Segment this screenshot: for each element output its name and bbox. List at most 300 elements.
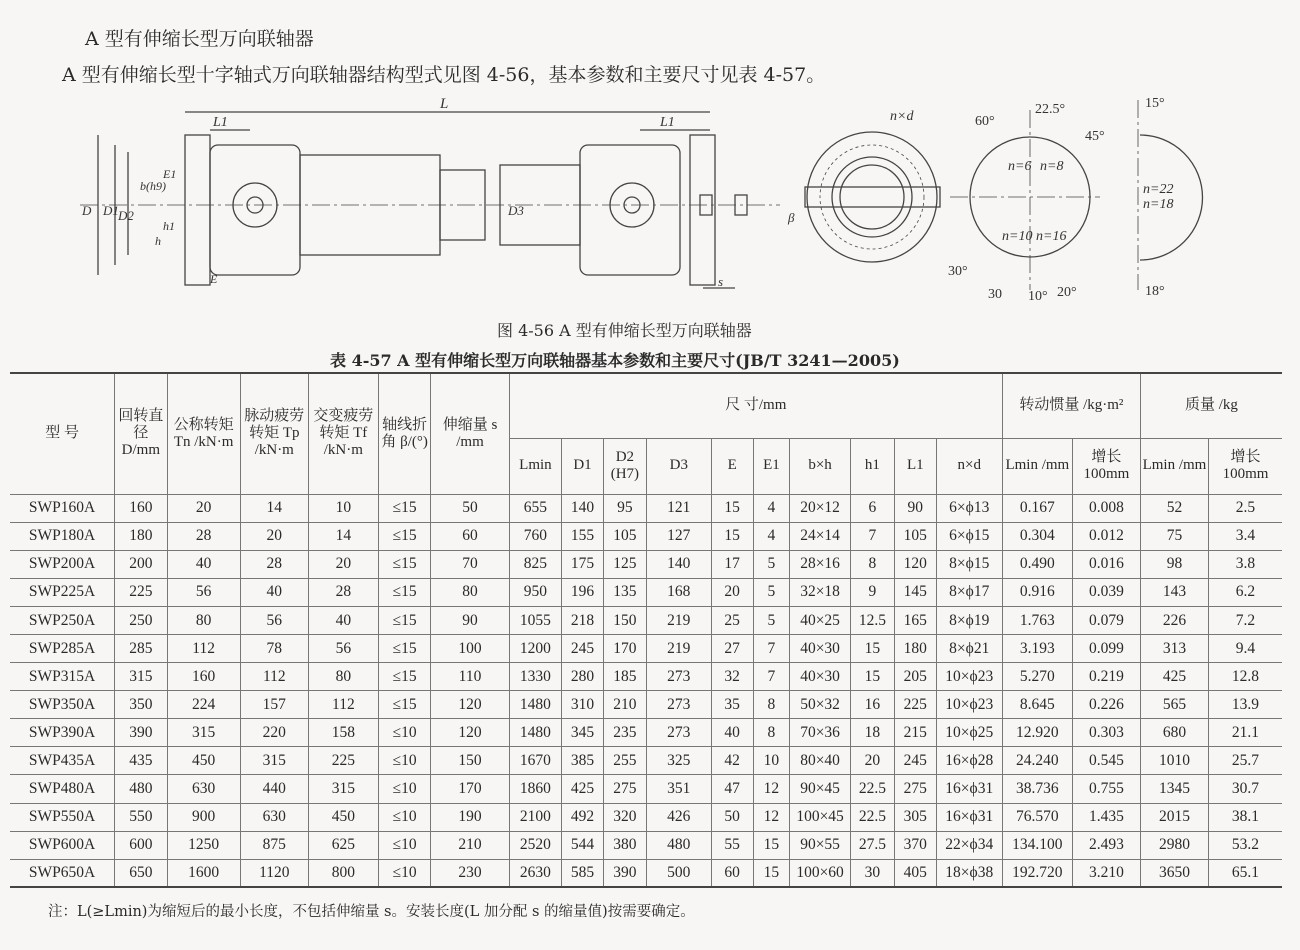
value-cell: 12.920 [1002, 719, 1072, 747]
value-cell: 760 [509, 522, 561, 550]
value-cell: 28 [167, 522, 240, 550]
value-cell: 20×12 [790, 494, 851, 522]
label-30: 30 [988, 287, 1002, 302]
value-cell: 224 [167, 691, 240, 719]
value-cell: 125 [603, 550, 646, 578]
value-cell: 390 [115, 719, 167, 747]
value-cell: 544 [562, 831, 604, 859]
value-cell: 14 [308, 522, 378, 550]
value-cell: 0.039 [1072, 578, 1140, 606]
model-cell: SWP480A [10, 775, 115, 803]
value-cell: 40 [308, 606, 378, 634]
value-cell: 8×ϕ15 [936, 550, 1002, 578]
label-beta: β [788, 210, 795, 225]
value-cell: 38.736 [1002, 775, 1072, 803]
value-cell: 273 [646, 663, 711, 691]
table-note: 注：L(≥Lmin)为缩短后的最小长度，不包括伸缩量 s。安装长度(L 加分配 s 的缩量值)按需要确定。 [48, 904, 695, 920]
value-cell: 1120 [240, 859, 308, 887]
value-cell: 95 [603, 494, 646, 522]
value-cell: 273 [646, 691, 711, 719]
value-cell: 275 [894, 775, 936, 803]
label-D2: D2 [118, 208, 134, 223]
model-cell: SWP225A [10, 578, 115, 606]
value-cell: 9 [850, 578, 894, 606]
value-cell: 160 [115, 494, 167, 522]
value-cell: 196 [562, 578, 604, 606]
value-cell: 345 [562, 719, 604, 747]
value-cell: 2980 [1140, 831, 1208, 859]
value-cell: 56 [308, 634, 378, 662]
value-cell: 80 [167, 606, 240, 634]
value-cell: 480 [115, 775, 167, 803]
value-cell: 205 [894, 663, 936, 691]
value-cell: 145 [894, 578, 936, 606]
value-cell: ≤15 [378, 578, 430, 606]
label-L1-left: L1 [213, 115, 228, 130]
value-cell: ≤15 [378, 550, 430, 578]
header-s: 伸缩量 s /mm [431, 373, 510, 494]
value-cell: 1.763 [1002, 606, 1072, 634]
value-cell: 10×ϕ23 [936, 691, 1002, 719]
value-cell: 435 [115, 747, 167, 775]
value-cell: 20 [850, 747, 894, 775]
value-cell: 12.8 [1208, 663, 1282, 691]
table-row [10, 691, 1282, 719]
label-L: L [440, 96, 449, 112]
value-cell: 30 [850, 859, 894, 887]
value-cell: 76.570 [1002, 803, 1072, 831]
value-cell: 0.916 [1002, 578, 1072, 606]
value-cell: 450 [167, 747, 240, 775]
value-cell: 500 [646, 859, 711, 887]
value-cell: ≤15 [378, 606, 430, 634]
value-cell: 5.270 [1002, 663, 1072, 691]
value-cell: 215 [894, 719, 936, 747]
value-cell: 10 [308, 494, 378, 522]
value-cell: 98 [1140, 550, 1208, 578]
header-model: 型 号 [10, 373, 115, 494]
label-h: h [155, 234, 161, 248]
value-cell: 90 [431, 606, 510, 634]
model-cell: SWP650A [10, 859, 115, 887]
value-cell: 50 [431, 494, 510, 522]
value-cell: 1345 [1140, 775, 1208, 803]
value-cell: 1860 [509, 775, 561, 803]
table-row [10, 719, 1282, 747]
header-mass: 质量 /kg [1140, 373, 1282, 438]
value-cell: 255 [603, 747, 646, 775]
value-cell: 157 [240, 691, 308, 719]
label-n10: n=10 [1002, 229, 1033, 244]
value-cell: ≤10 [378, 719, 430, 747]
subheader-cell: D3 [646, 438, 711, 494]
table-row [10, 494, 1282, 522]
value-cell: 8 [753, 719, 790, 747]
value-cell: 1330 [509, 663, 561, 691]
value-cell: 24.240 [1002, 747, 1072, 775]
value-cell: 426 [646, 803, 711, 831]
value-cell: 225 [894, 691, 936, 719]
value-cell: 3.193 [1002, 634, 1072, 662]
value-cell: 18×ϕ38 [936, 859, 1002, 887]
value-cell: 5 [753, 606, 790, 634]
table-row [10, 550, 1282, 578]
value-cell: 100 [431, 634, 510, 662]
label-15deg: 15° [1145, 96, 1165, 111]
value-cell: 0.099 [1072, 634, 1140, 662]
value-cell: 8×ϕ17 [936, 578, 1002, 606]
value-cell: 315 [240, 747, 308, 775]
table-row [10, 634, 1282, 662]
value-cell: 112 [308, 691, 378, 719]
label-n18: n=18 [1143, 197, 1174, 212]
value-cell: ≤15 [378, 522, 430, 550]
value-cell: 75 [1140, 522, 1208, 550]
value-cell: 0.079 [1072, 606, 1140, 634]
value-cell: 492 [562, 803, 604, 831]
value-cell: 120 [431, 719, 510, 747]
model-cell: SWP390A [10, 719, 115, 747]
value-cell: 140 [562, 494, 604, 522]
value-cell: 134.100 [1002, 831, 1072, 859]
value-cell: 53.2 [1208, 831, 1282, 859]
figure-caption: 图 4-56 A 型有伸缩长型万向联轴器 [497, 321, 752, 340]
value-cell: 1010 [1140, 747, 1208, 775]
value-cell: 24×14 [790, 522, 851, 550]
value-cell: 2630 [509, 859, 561, 887]
right-yoke [580, 145, 680, 275]
value-cell: 180 [894, 634, 936, 662]
table-row [10, 663, 1282, 691]
value-cell: 18 [850, 719, 894, 747]
subheader-cell: E1 [753, 438, 790, 494]
value-cell: 315 [308, 775, 378, 803]
value-cell: 800 [308, 859, 378, 887]
label-D: D [82, 203, 92, 218]
value-cell: 168 [646, 578, 711, 606]
value-cell: 16×ϕ31 [936, 775, 1002, 803]
value-cell: 13.9 [1208, 691, 1282, 719]
value-cell: 1.435 [1072, 803, 1140, 831]
value-cell: 185 [603, 663, 646, 691]
value-cell: 120 [431, 691, 510, 719]
value-cell: 78 [240, 634, 308, 662]
value-cell: 1480 [509, 719, 561, 747]
subheader-cell: n×d [936, 438, 1002, 494]
value-cell: 0.016 [1072, 550, 1140, 578]
value-cell: 56 [240, 606, 308, 634]
value-cell: 60 [711, 859, 753, 887]
label-n6: n=6 [1008, 159, 1032, 174]
value-cell: 10×ϕ23 [936, 663, 1002, 691]
value-cell: 155 [562, 522, 604, 550]
value-cell: 305 [894, 803, 936, 831]
value-cell: 40 [240, 578, 308, 606]
value-cell: 15 [850, 663, 894, 691]
value-cell: 42 [711, 747, 753, 775]
value-cell: 273 [646, 719, 711, 747]
table-row [10, 831, 1282, 859]
value-cell: 250 [115, 606, 167, 634]
value-cell: ≤15 [378, 634, 430, 662]
value-cell: 565 [1140, 691, 1208, 719]
value-cell: 225 [115, 578, 167, 606]
value-cell: 225 [308, 747, 378, 775]
value-cell: 1250 [167, 831, 240, 859]
value-cell: 16 [850, 691, 894, 719]
value-cell: 7.2 [1208, 606, 1282, 634]
value-cell: 40 [711, 719, 753, 747]
value-cell: 2015 [1140, 803, 1208, 831]
value-cell: 585 [562, 859, 604, 887]
value-cell: 245 [894, 747, 936, 775]
value-cell: 158 [308, 719, 378, 747]
value-cell: 315 [167, 719, 240, 747]
value-cell: 3.210 [1072, 859, 1140, 887]
label-n8: n=8 [1040, 159, 1064, 174]
subheader-cell: Lmin /mm [1140, 438, 1208, 494]
value-cell: 390 [603, 859, 646, 887]
value-cell: 55 [711, 831, 753, 859]
value-cell: 650 [115, 859, 167, 887]
left-yoke [210, 145, 300, 275]
value-cell: 6×ϕ15 [936, 522, 1002, 550]
value-cell: 14 [240, 494, 308, 522]
value-cell: 60 [431, 522, 510, 550]
label-22-5deg: 22.5° [1035, 102, 1066, 117]
value-cell: 310 [562, 691, 604, 719]
value-cell: 1480 [509, 691, 561, 719]
value-cell: 210 [431, 831, 510, 859]
value-cell: ≤10 [378, 803, 430, 831]
value-cell: 285 [115, 634, 167, 662]
left-flange [185, 135, 210, 285]
value-cell: 235 [603, 719, 646, 747]
value-cell: 15 [753, 831, 790, 859]
value-cell: 140 [646, 550, 711, 578]
value-cell: 8×ϕ21 [936, 634, 1002, 662]
label-L1-right: L1 [660, 115, 675, 130]
label-s: s [718, 274, 724, 289]
subheader-cell: D2 (H7) [603, 438, 646, 494]
value-cell: 8.645 [1002, 691, 1072, 719]
value-cell: 680 [1140, 719, 1208, 747]
value-cell: 27 [711, 634, 753, 662]
value-cell: 8 [753, 691, 790, 719]
table-row [10, 606, 1282, 634]
value-cell: 70×36 [790, 719, 851, 747]
value-cell: 3.4 [1208, 522, 1282, 550]
value-cell: 219 [646, 634, 711, 662]
value-cell: 192.720 [1002, 859, 1072, 887]
header-Tf: 交变疲劳转矩 Tf /kN·m [308, 373, 378, 494]
value-cell: 10 [753, 747, 790, 775]
value-cell: 40 [167, 550, 240, 578]
subheader-cell: L1 [894, 438, 936, 494]
subheader-cell: 增长 100mm [1072, 438, 1140, 494]
label-h1: h1 [163, 219, 175, 233]
subheader-cell: h1 [850, 438, 894, 494]
value-cell: 28×16 [790, 550, 851, 578]
header-Tp: 脉动疲劳转矩 Tp /kN·m [240, 373, 308, 494]
coupling-drawing [0, 90, 1300, 315]
table-row [10, 803, 1282, 831]
value-cell: 40×30 [790, 663, 851, 691]
value-cell: 50 [711, 803, 753, 831]
value-cell: 8×ϕ19 [936, 606, 1002, 634]
subheader-cell: E [711, 438, 753, 494]
model-cell: SWP200A [10, 550, 115, 578]
value-cell: 1200 [509, 634, 561, 662]
value-cell: 0.008 [1072, 494, 1140, 522]
value-cell: ≤15 [378, 663, 430, 691]
value-cell: ≤15 [378, 691, 430, 719]
value-cell: 351 [646, 775, 711, 803]
value-cell: 120 [894, 550, 936, 578]
value-cell: 0.490 [1002, 550, 1072, 578]
value-cell: 275 [603, 775, 646, 803]
value-cell: 4 [753, 494, 790, 522]
value-cell: 100×45 [790, 803, 851, 831]
value-cell: 90×55 [790, 831, 851, 859]
subheader-cell: b×h [790, 438, 851, 494]
value-cell: 15 [753, 859, 790, 887]
value-cell: 3.8 [1208, 550, 1282, 578]
value-cell: 4 [753, 522, 790, 550]
value-cell: 2.493 [1072, 831, 1140, 859]
value-cell: 170 [603, 634, 646, 662]
value-cell: 25 [711, 606, 753, 634]
value-cell: 127 [646, 522, 711, 550]
value-cell: 150 [603, 606, 646, 634]
value-cell: 6×ϕ13 [936, 494, 1002, 522]
value-cell: 5 [753, 550, 790, 578]
label-D1: D1 [103, 203, 119, 218]
value-cell: 65.1 [1208, 859, 1282, 887]
value-cell: 12 [753, 803, 790, 831]
label-30deg: 30° [948, 264, 968, 279]
value-cell: 825 [509, 550, 561, 578]
subheader-cell: Lmin [509, 438, 561, 494]
table-row [10, 747, 1282, 775]
value-cell: 7 [753, 634, 790, 662]
value-cell: 0.303 [1072, 719, 1140, 747]
value-cell: 40×30 [790, 634, 851, 662]
value-cell: 112 [167, 634, 240, 662]
value-cell: 325 [646, 747, 711, 775]
value-cell: 425 [562, 775, 604, 803]
value-cell: 200 [115, 550, 167, 578]
value-cell: 0.226 [1072, 691, 1140, 719]
value-cell: 135 [603, 578, 646, 606]
label-18deg: 18° [1145, 284, 1165, 299]
value-cell: 16×ϕ31 [936, 803, 1002, 831]
value-cell: 180 [115, 522, 167, 550]
value-cell: 450 [308, 803, 378, 831]
value-cell: 15 [850, 634, 894, 662]
table-row [10, 522, 1282, 550]
label-20deg: 20° [1057, 285, 1077, 300]
parameters-table [10, 372, 1282, 888]
value-cell: 350 [115, 691, 167, 719]
model-cell: SWP550A [10, 803, 115, 831]
value-cell: 230 [431, 859, 510, 887]
header-Tn: 公称转矩 Tn /kN·m [167, 373, 240, 494]
value-cell: 27.5 [850, 831, 894, 859]
value-cell: 385 [562, 747, 604, 775]
value-cell: 22.5 [850, 775, 894, 803]
label-n22: n=22 [1143, 182, 1174, 197]
value-cell: 20 [308, 550, 378, 578]
flange-end-view [807, 132, 937, 262]
value-cell: 17 [711, 550, 753, 578]
value-cell: 112 [240, 663, 308, 691]
value-cell: 380 [603, 831, 646, 859]
value-cell: 105 [894, 522, 936, 550]
label-E: E [210, 272, 218, 286]
header-beta: 轴线折角 β/(°) [378, 373, 430, 494]
value-cell: 70 [431, 550, 510, 578]
label-10deg: 10° [1028, 289, 1048, 304]
value-cell: 3650 [1140, 859, 1208, 887]
value-cell: 28 [308, 578, 378, 606]
value-cell: 220 [240, 719, 308, 747]
value-cell: 425 [1140, 663, 1208, 691]
value-cell: 12 [753, 775, 790, 803]
value-cell: 40×25 [790, 606, 851, 634]
value-cell: 550 [115, 803, 167, 831]
value-cell: 80×40 [790, 747, 851, 775]
model-cell: SWP250A [10, 606, 115, 634]
model-cell: SWP435A [10, 747, 115, 775]
value-cell: 440 [240, 775, 308, 803]
subheader-cell: 增长 100mm [1208, 438, 1282, 494]
value-cell: 630 [240, 803, 308, 831]
value-cell: 2.5 [1208, 494, 1282, 522]
value-cell: 16×ϕ28 [936, 747, 1002, 775]
value-cell: 315 [115, 663, 167, 691]
value-cell: 100×60 [790, 859, 851, 887]
value-cell: 170 [431, 775, 510, 803]
value-cell: 143 [1140, 578, 1208, 606]
value-cell: 1600 [167, 859, 240, 887]
value-cell: 950 [509, 578, 561, 606]
value-cell: 7 [753, 663, 790, 691]
table-row [10, 775, 1282, 803]
value-cell: 47 [711, 775, 753, 803]
value-cell: 160 [167, 663, 240, 691]
value-cell: 15 [711, 494, 753, 522]
intro-paragraph: A 型有伸缩长型十字轴式万向联轴器结构型式见图 4-56，基本参数和主要尺寸见表 4-57。 [62, 64, 826, 86]
label-b: b(h9) [140, 179, 166, 193]
value-cell: 52 [1140, 494, 1208, 522]
table-row [10, 578, 1282, 606]
value-cell: ≤10 [378, 747, 430, 775]
value-cell: 110 [431, 663, 510, 691]
label-n16: n=16 [1036, 229, 1067, 244]
value-cell: 480 [646, 831, 711, 859]
value-cell: 56 [167, 578, 240, 606]
value-cell: 50×32 [790, 691, 851, 719]
value-cell: 121 [646, 494, 711, 522]
value-cell: 405 [894, 859, 936, 887]
value-cell: 1670 [509, 747, 561, 775]
value-cell: 2520 [509, 831, 561, 859]
value-cell: 105 [603, 522, 646, 550]
value-cell: 12.5 [850, 606, 894, 634]
value-cell: 150 [431, 747, 510, 775]
table-caption: 表 4-57 A 型有伸缩长型万向联轴器基本参数和主要尺寸(JB/T 3241—2005) [330, 351, 900, 370]
